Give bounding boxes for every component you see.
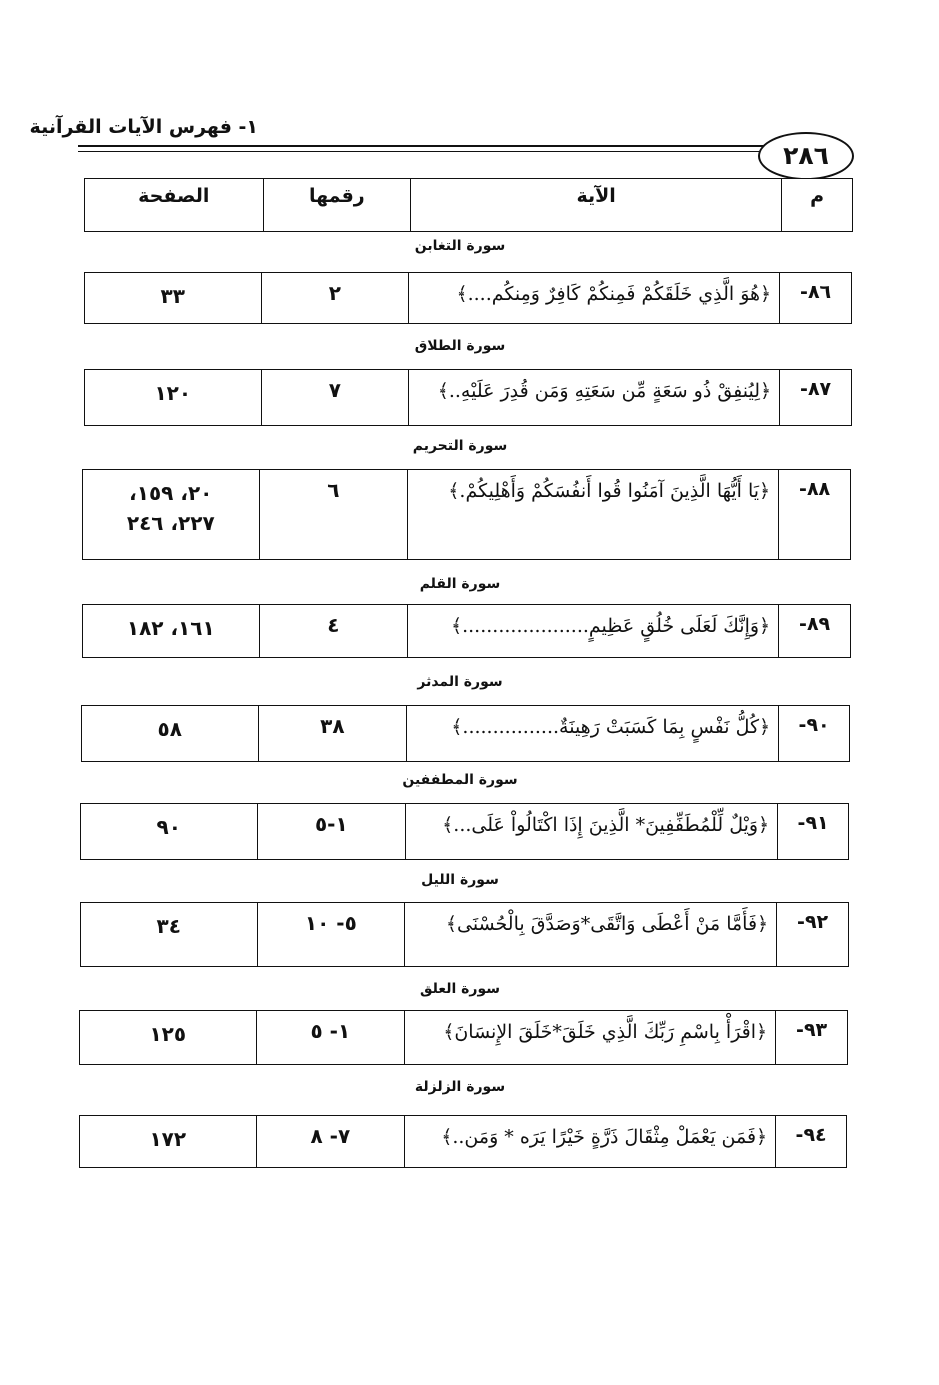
verse-text: ﴿يَا أَيُّهَا الَّذِينَ آمَنُوا قُوا أَنفُسَكُمْ وَأَهْلِيكُمْ.﴾: [407, 470, 778, 559]
page-reference: ١٢٠: [154, 381, 192, 405]
page-references: [83, 605, 259, 657]
page-number: ٢٨٦: [758, 132, 854, 180]
table-row: [80, 803, 849, 860]
table-header: [84, 178, 853, 232]
page-references: [80, 1116, 256, 1167]
verse-text: ﴿اقْرَأْ بِاسْمِ رَبِّكَ الَّذِي خَلَقَ*خَلَقَ الإِنسَانَ﴾: [404, 1011, 775, 1064]
surah-heading: سورة العلق: [419, 981, 501, 997]
surah-heading: سورة المدثر: [417, 674, 503, 690]
table-row: [84, 369, 852, 426]
table-row: [81, 705, 850, 762]
header-rule-bottom: [78, 151, 768, 152]
surah-heading: سورة التحريم: [412, 438, 508, 454]
verse-number: ٤: [259, 605, 408, 657]
entry-index: -٨٦: [779, 273, 851, 323]
table-row: [84, 272, 852, 324]
surah-heading: سورة الليل: [421, 872, 499, 888]
verse-text: ﴿فَمَن يَعْمَلْ مِثْقَالَ ذَرَّةٍ خَيْرًا يَرَه * وَمَن..﴾: [404, 1116, 775, 1167]
entry-index: -٨٩: [778, 605, 850, 657]
page-reference: ٥٨: [157, 717, 182, 741]
page-references: [81, 804, 257, 859]
page-reference: ١٦١، ١٨٢: [126, 616, 215, 640]
table-row: [79, 1010, 848, 1065]
verse-number: ٥- ١٠: [257, 903, 405, 966]
entry-index: -٩٢: [776, 903, 848, 966]
entry-index: -٩١: [777, 804, 848, 859]
page-reference: ٣٤: [156, 914, 181, 938]
entry-index: -٩٠: [778, 706, 849, 761]
entry-index: -٩٣: [775, 1011, 847, 1064]
verse-number: ١-٥: [257, 804, 406, 859]
page-reference: ١٢٥: [149, 1022, 187, 1046]
verse-text: ﴿فَأَمَّا مَنْ أَعْطَى وَاتَّقَى*وَصَدَّقَ بِالْحُسْنَى﴾: [404, 903, 776, 966]
verse-number: ٣٨: [258, 706, 407, 761]
verse-number: ١- ٥: [256, 1011, 405, 1064]
page-reference: ٩٠: [156, 815, 181, 839]
surah-heading: سورة الطلاق: [414, 338, 506, 354]
verse-text: ﴿كُلُّ نَفْسٍ بِمَا كَسَبَتْ رَهِينَةٌ................﴾: [406, 706, 778, 761]
page-references: [85, 370, 261, 425]
column-header-verse-number: رقمها: [263, 179, 411, 231]
page-references: [82, 706, 258, 761]
verse-number: ٧- ٨: [256, 1116, 405, 1167]
table-row: [80, 902, 849, 967]
page-reference: ٢٢٧، ٢٤٦: [126, 511, 215, 535]
page-references: [85, 273, 261, 323]
column-header-verse: الآية: [410, 179, 781, 231]
entry-index: -٩٤: [775, 1116, 846, 1167]
page-references: [83, 470, 259, 559]
table-row: [79, 1115, 847, 1168]
verse-number: ٧: [261, 370, 409, 425]
entry-index: -٨٨: [778, 470, 850, 559]
entry-index: -٨٧: [779, 370, 851, 425]
verse-number: ٢: [261, 273, 409, 323]
surah-heading: سورة القلم: [419, 576, 501, 592]
page-reference: ٢٠، ١٥٩،: [129, 481, 213, 505]
index-title: ١- فهرس الآيات القرآنية: [29, 116, 258, 138]
verse-text: ﴿وَيْلٌ لِّلْمُطَفِّفِينَ* الَّذِينَ إِذَا اكْتَالُواْ عَلَى...﴾: [405, 804, 777, 859]
header-rule-top: [78, 145, 768, 147]
table-row: [82, 469, 851, 560]
surah-heading: سورة المطففين: [402, 772, 518, 788]
column-header-page: الصفحة: [138, 185, 210, 207]
page-references: [80, 1011, 256, 1064]
verse-number: ٦: [259, 470, 408, 559]
verse-text: ﴿وَإِنَّكَ لَعَلَى خُلُقٍ عَظِيمٍ.....................﴾: [407, 605, 778, 657]
verse-text: ﴿لِيُنفِقْ ذُو سَعَةٍ مِّن سَعَتِهِ وَمَن قُدِرَ عَلَيْهِ..﴾: [408, 370, 779, 425]
surah-heading: سورة الزلزلة: [414, 1079, 506, 1095]
column-header-index: م: [781, 179, 852, 231]
page-reference: ٣٣: [160, 284, 185, 308]
page-reference: ١٧٢: [149, 1127, 187, 1151]
table-row: [82, 604, 851, 658]
verse-text: ﴿هُوَ الَّذِي خَلَقَكُمْ فَمِنكُمْ كَافِرٌ وَمِنكُم....﴾: [408, 273, 779, 323]
page-references: [81, 903, 257, 966]
surah-heading: سورة التغابن: [414, 238, 506, 254]
